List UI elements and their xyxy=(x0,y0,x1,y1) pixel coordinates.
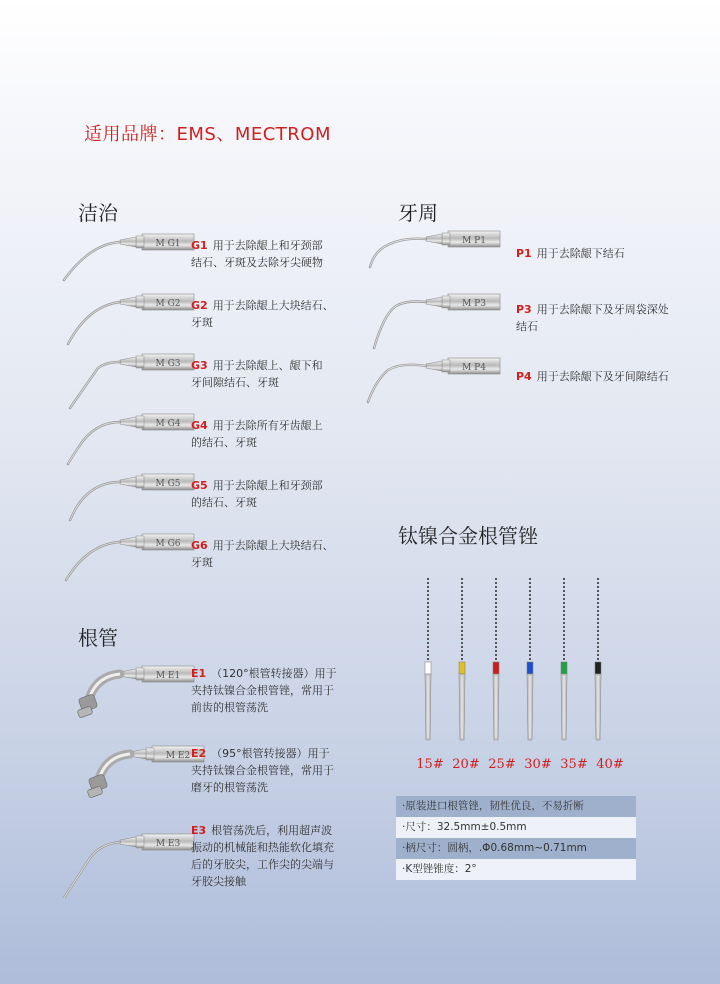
tip-desc-line: 用于去除龈上和牙颈部 xyxy=(212,239,323,252)
tip-code: G3 xyxy=(191,359,208,372)
tip-desc-line: 结石、牙斑及去除牙尖硬物 xyxy=(191,256,323,269)
cleaning-tip-g2-description xyxy=(191,297,334,331)
file-size-label: 25# xyxy=(488,757,516,772)
perio-tip-p4-image xyxy=(356,352,506,426)
tip-code: E3 xyxy=(191,824,207,837)
file-color-band xyxy=(425,662,431,674)
perio-tip-p1-description xyxy=(516,245,625,262)
tip-desc-line: 牙斑 xyxy=(191,556,213,569)
file-color-band xyxy=(527,662,533,674)
file-size-label: 20# xyxy=(452,757,480,772)
tip-desc-line: 用于去除龈下结石 xyxy=(536,247,625,260)
svg-text:M G6: M G6 xyxy=(155,539,181,549)
spec-row-1: ·原装进口根管锉，韧性优良，不易折断 xyxy=(396,796,636,817)
spec-row-2: ·尺寸：32.5mm±0.5mm xyxy=(396,817,636,838)
tip-desc-line: 夹持钛镍合金根管锉，常用于 xyxy=(191,684,334,697)
tip-desc-line: 牙胶尖接触 xyxy=(191,875,246,888)
endo-tip-e3-image xyxy=(50,828,200,902)
tip-code: E1 xyxy=(191,667,207,680)
perio-tip-p4-description xyxy=(516,368,669,385)
tip-code: P1 xyxy=(516,247,532,260)
tip-desc-line: 用于去除龈上和牙颈部 xyxy=(212,479,323,492)
endo-tip-e1-description xyxy=(191,665,337,716)
cleaning-tip-g3-description xyxy=(191,357,323,391)
svg-text:M E2: M E2 xyxy=(165,751,191,761)
cleaning-tip-g5-description xyxy=(191,477,323,511)
cleaning-tip-g6-image xyxy=(50,528,200,602)
file-size-label: 30# xyxy=(524,757,552,772)
tip-desc-line: 牙间隙结石、牙斑 xyxy=(191,376,279,389)
svg-text:M G1: M G1 xyxy=(155,239,181,249)
file-size-label: 15# xyxy=(416,757,444,772)
svg-text:M G2: M G2 xyxy=(155,299,181,309)
file-color-band xyxy=(561,662,567,674)
section-title-cleaning: 洁治 xyxy=(78,201,118,225)
tip-desc-line: 的结石、牙斑 xyxy=(191,496,257,509)
tip-code: G1 xyxy=(191,239,208,252)
tip-desc-line: 磨牙的根管荡洗 xyxy=(191,781,268,794)
tip-code: G4 xyxy=(191,419,208,432)
endo-tip-e1-image xyxy=(50,660,200,734)
endo-tip-e3-description xyxy=(191,822,334,890)
section-title-files: 钛镍合金根管锉 xyxy=(398,524,538,548)
perio-tip-p3-description xyxy=(516,301,669,335)
tip-desc-line: 牙斑 xyxy=(191,316,213,329)
tip-desc-line: 根管荡洗后，利用超声波 xyxy=(211,824,333,837)
brand-line: 适用品牌：EMS、MECTROM xyxy=(84,124,332,145)
perio-tip-p3-image xyxy=(356,288,506,362)
tip-desc-line: 用于去除龈下及牙间隙结石 xyxy=(536,370,669,383)
svg-text:M E3: M E3 xyxy=(155,839,181,849)
tip-desc-line: 结石 xyxy=(516,320,538,333)
cleaning-tip-g1-description xyxy=(191,237,323,271)
tip-desc-line: 后的牙胶尖，工作尖的尖端与 xyxy=(191,858,334,871)
svg-text:M G5: M G5 xyxy=(155,479,181,489)
file-size-labels xyxy=(412,757,628,772)
tip-code: P3 xyxy=(516,303,532,316)
section-title-perio: 牙周 xyxy=(398,201,438,225)
tip-desc-line: 用于去除龈上、龈下和 xyxy=(212,359,323,372)
svg-text:M P3: M P3 xyxy=(462,299,486,309)
tip-desc-line: 的结石、牙斑 xyxy=(191,436,257,449)
tip-desc-line: 用于去除所有牙齿龈上 xyxy=(212,419,323,432)
svg-text:M G3: M G3 xyxy=(155,359,181,369)
tip-desc-line: 用于去除龈上大块结石、 xyxy=(212,299,334,312)
tip-desc-line: （95°根管转接器）用于 xyxy=(211,747,330,760)
file-size-label: 35# xyxy=(560,757,588,772)
spec-row-3: ·柄尺寸：圆柄，.Φ0.68mm~0.71mm xyxy=(396,838,636,859)
svg-text:M E1: M E1 xyxy=(155,671,181,681)
spec-row-4: ·K型锉锥度：2° xyxy=(396,859,636,880)
file-color-band xyxy=(595,662,601,674)
section-title-endo: 根管 xyxy=(78,626,118,650)
tip-desc-line: 夹持钛镍合金根管锉，常用于 xyxy=(191,764,334,777)
endo-tip-e2-description xyxy=(191,745,334,796)
file-size-label: 40# xyxy=(596,757,624,772)
cleaning-tip-g4-description xyxy=(191,417,323,451)
cleaning-tip-g6-description xyxy=(191,537,334,571)
tip-code: G5 xyxy=(191,479,208,492)
tip-code: G2 xyxy=(191,299,208,312)
tip-desc-line: 用于去除龈上大块结石、 xyxy=(212,539,334,552)
file-color-band xyxy=(459,662,465,674)
tip-code: E2 xyxy=(191,747,207,760)
svg-text:M P4: M P4 xyxy=(462,363,486,373)
tip-desc-line: 用于去除龈下及牙周袋深处 xyxy=(536,303,669,316)
file-color-band xyxy=(493,662,499,674)
tip-code: G6 xyxy=(191,539,208,552)
tip-code: P4 xyxy=(516,370,532,383)
svg-text:M P1: M P1 xyxy=(462,236,486,246)
endo-tip-e2-image xyxy=(60,740,210,814)
tip-desc-line: 振动的机械能和热能软化填充 xyxy=(191,841,334,854)
tip-desc-line: （120°根管转接器）用于 xyxy=(211,667,337,680)
tip-desc-line: 前齿的根管荡洗 xyxy=(191,701,268,714)
root-canal-files-illustration xyxy=(400,570,620,750)
svg-text:M G4: M G4 xyxy=(155,419,181,429)
